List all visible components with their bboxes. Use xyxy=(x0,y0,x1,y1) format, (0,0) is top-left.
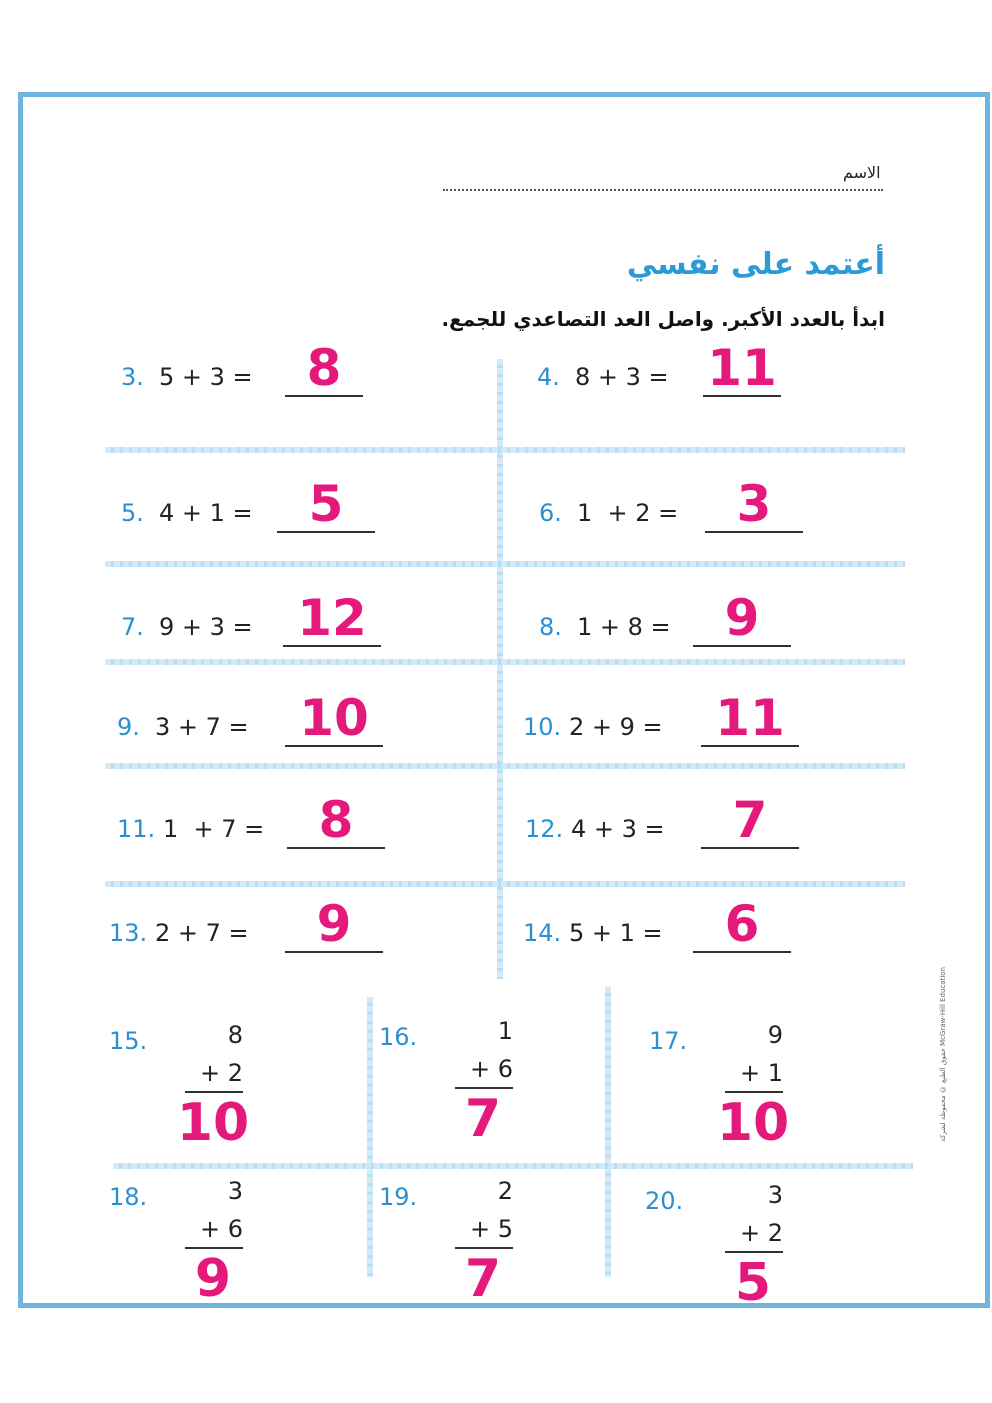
problem-number: 4. xyxy=(537,363,560,391)
answer-value: 11 xyxy=(715,689,785,747)
problem-12 xyxy=(23,789,983,849)
problem-4 xyxy=(23,337,983,397)
grid-line xyxy=(105,561,905,567)
problem-number: 19. xyxy=(379,1183,418,1211)
problem-expression: 1 + 2 = xyxy=(577,499,679,527)
addend-top: 8 xyxy=(227,1021,243,1049)
problem-number: 7. xyxy=(121,613,144,641)
problem-number: 17. xyxy=(649,1027,688,1055)
problem-expression: 2 + 9 = xyxy=(569,713,663,741)
problem-expression: 5 + 1 = xyxy=(569,919,663,947)
problem-10 xyxy=(23,687,983,747)
answer-value: 10 xyxy=(299,689,369,747)
problem-14 xyxy=(23,893,983,953)
problem-expression: 3 + 7 = xyxy=(155,713,249,741)
addend-top: 1 xyxy=(497,1017,513,1045)
addend-bottom: + 6 xyxy=(469,1055,513,1083)
problem-expression: 9 + 3 = xyxy=(159,613,253,641)
problem-number: 15. xyxy=(109,1027,148,1055)
problem-8 xyxy=(23,587,983,647)
problem-number: 11. xyxy=(117,815,156,843)
problem-number: 16. xyxy=(379,1023,418,1051)
answer-value: 11 xyxy=(707,339,777,397)
grid-line xyxy=(105,659,905,665)
addend-bottom: + 2 xyxy=(739,1219,783,1247)
answer-value: 12 xyxy=(297,589,367,647)
problem-expression: 4 + 3 = xyxy=(571,815,665,843)
answer-value: 7 xyxy=(464,1089,502,1149)
grid-line xyxy=(605,987,611,1277)
addend-bottom: + 1 xyxy=(739,1059,783,1087)
grid-line xyxy=(105,763,905,769)
answer-value: 10 xyxy=(176,1093,250,1153)
answer-value: 9 xyxy=(724,589,760,647)
answer-value: 8 xyxy=(318,791,354,849)
addend-top: 3 xyxy=(767,1181,783,1209)
answer-value: 5 xyxy=(308,475,344,533)
worksheet-frame xyxy=(18,92,990,1308)
addend-top: 3 xyxy=(227,1177,243,1205)
grid-line xyxy=(113,1163,913,1169)
answer-value: 5 xyxy=(734,1253,772,1308)
name-field-line[interactable] xyxy=(443,189,883,191)
problem-number: 14. xyxy=(523,919,562,947)
problem-number: 3. xyxy=(121,363,144,391)
addend-top: 2 xyxy=(497,1177,513,1205)
answer-value: 9 xyxy=(316,895,352,953)
problem-expression: 1 + 7 = xyxy=(163,815,265,843)
answer-value: 7 xyxy=(732,791,768,849)
addend-bottom: + 2 xyxy=(199,1059,243,1087)
answer-value: 8 xyxy=(306,339,342,397)
problem-number: 9. xyxy=(117,713,140,741)
problem-expression: 1 + 8 = xyxy=(577,613,671,641)
copyright-text: حقوق الطبع © محفوظة لشركة McGraw-Hill Education xyxy=(939,967,947,1142)
problem-number: 5. xyxy=(121,499,144,527)
instruction-text: ابدأ بالعدد الأكبر. واصل العد التصاعدي للجمع. xyxy=(441,307,885,331)
grid-line xyxy=(105,881,905,887)
problem-number: 13. xyxy=(109,919,148,947)
problem-expression: 8 + 3 = xyxy=(575,363,669,391)
problem-expression: 2 + 7 = xyxy=(155,919,249,947)
problem-number: 18. xyxy=(109,1183,148,1211)
addend-bottom: + 5 xyxy=(469,1215,513,1243)
addend-top: 9 xyxy=(767,1021,783,1049)
answer-value: 7 xyxy=(464,1249,502,1308)
problem-number: 10. xyxy=(523,713,562,741)
problem-number: 8. xyxy=(539,613,562,641)
worksheet-title: أعتمد على نفسي xyxy=(626,247,885,282)
answer-value: 10 xyxy=(716,1093,790,1153)
answer-value: 3 xyxy=(736,475,772,533)
addend-bottom: + 6 xyxy=(199,1215,243,1243)
grid-line xyxy=(367,997,373,1277)
problem-6 xyxy=(23,473,983,533)
answer-value: 9 xyxy=(194,1249,232,1308)
problem-number: 12. xyxy=(525,815,564,843)
problem-number: 6. xyxy=(539,499,562,527)
answer-value: 6 xyxy=(724,895,760,953)
problem-number: 20. xyxy=(645,1187,684,1215)
problem-expression: 5 + 3 = xyxy=(159,363,253,391)
problem-expression: 4 + 1 = xyxy=(159,499,253,527)
name-label: الاسم xyxy=(843,163,881,182)
grid-line xyxy=(105,447,905,453)
